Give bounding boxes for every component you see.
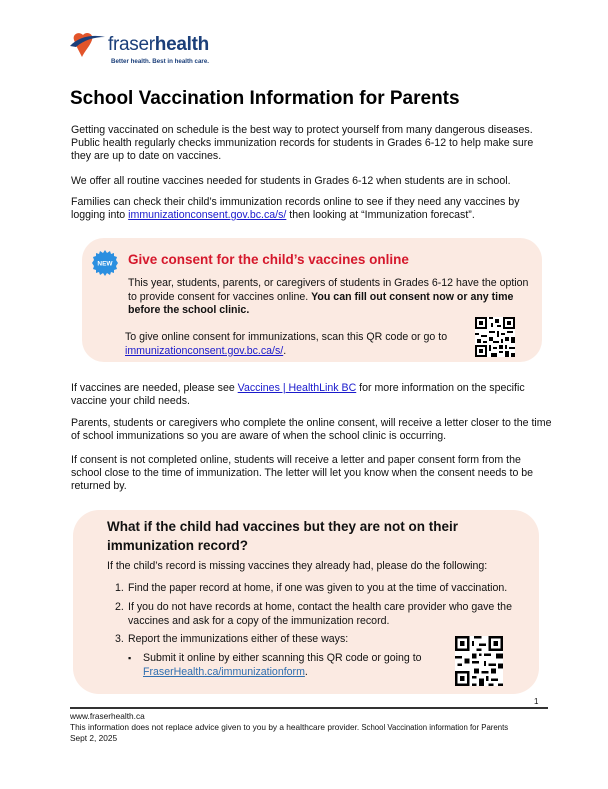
logo-wordmark: fraserhealth — [108, 34, 209, 55]
step-item: 2. If you do not have records at home, contact the health care provider who gave the vaccines and ask for a copy of the immunization record. — [115, 601, 512, 627]
footer-date: Sept 2, 2025 — [70, 733, 118, 743]
intro-paragraph-3: Families can check their child’s immunization records online to see if they need any vaccines by logging into immunizationconsent.gov.bc.ca/s/ then looking at “Immunization forecast”. — [71, 196, 520, 221]
fraserhealth-logo — [70, 28, 210, 70]
consent-body: This year, students, parents, or caregivers of students in Grades 6-12 have the option to provide consent for vaccines online. You can fill out consent now or any time before the school clinic. — [128, 277, 529, 316]
vaccines-info-paragraph: If vaccines are needed, please see Vaccines | HealthLink BC for more information on the specific vaccine your child needs. — [71, 382, 525, 407]
footer-divider — [70, 707, 548, 709]
consent-qr-code-icon[interactable] — [475, 317, 515, 357]
healthlink-bc-link[interactable]: Vaccines | HealthLink BC — [237, 382, 357, 394]
letter-paragraph: Parents, students or caregivers who complete the online consent, will receive a letter closer to the time of school immunizations so you are aware of when the school clinic is occurring. — [71, 417, 552, 442]
page-number: 1 — [534, 697, 539, 706]
consent-qr-link[interactable]: immunizationconsent.gov.bc.ca/s/ — [125, 344, 284, 357]
step-item: 3. Report the immunizations either of these ways: — [115, 633, 349, 645]
paper-consent-paragraph: If consent is not completed online, students will receive a letter and paper consent form from the school close to the time of immunization. The letter will let you know when the consent needs to be returned by. — [71, 454, 534, 492]
immunization-form-qr-code-icon[interactable] — [455, 636, 503, 686]
submit-online-bullet: ▪ Submit it online by either scanning this QR code or going to FraserHealth.ca/immunizationform. — [128, 652, 422, 678]
logo-heart-icon — [70, 30, 106, 60]
missing-records-intro: If the child’s record is missing vaccines they already had, please do the following: — [107, 560, 488, 572]
missing-records-heading: What if the child had vaccines but they are not on their immunization record? — [107, 519, 459, 553]
consent-qr-instructions: To give online consent for immunizations, scan this QR code or go to immunizationconsent.gov.bc.ca/s/. — [125, 331, 448, 357]
footer-website: www.fraserhealth.ca — [70, 711, 145, 721]
svg-text:NEW: NEW — [97, 260, 113, 268]
immunization-consent-link[interactable]: immunizationconsent.gov.bc.ca/s/ — [128, 209, 287, 221]
new-badge-icon — [92, 250, 118, 276]
logo-tagline: Better health. Best in health care. — [111, 58, 209, 65]
page-title: School Vaccination Information for Parents — [70, 88, 460, 109]
immunization-form-link[interactable]: FraserHealth.ca/immunizationform — [143, 666, 305, 678]
footer-disclaimer: This information does not replace advice given to you by a healthcare provider. School Vaccination information for Parents — [70, 722, 509, 732]
intro-paragraph-1: Getting vaccinated on schedule is the best way to protect yourself from many dangerous diseases. Public health regularly checks immunization records for students in Grades 6-12 to help make sure they are up to date on vaccines. — [71, 124, 534, 162]
intro-paragraph-2: We offer all routine vaccines needed for students in Grades 6-12 when students are in school. — [71, 175, 511, 187]
step-item: 1. Find the paper record at home, if one was given to you at the time of vaccination. — [115, 582, 508, 594]
consent-heading: Give consent for the child’s vaccines online — [128, 252, 409, 267]
